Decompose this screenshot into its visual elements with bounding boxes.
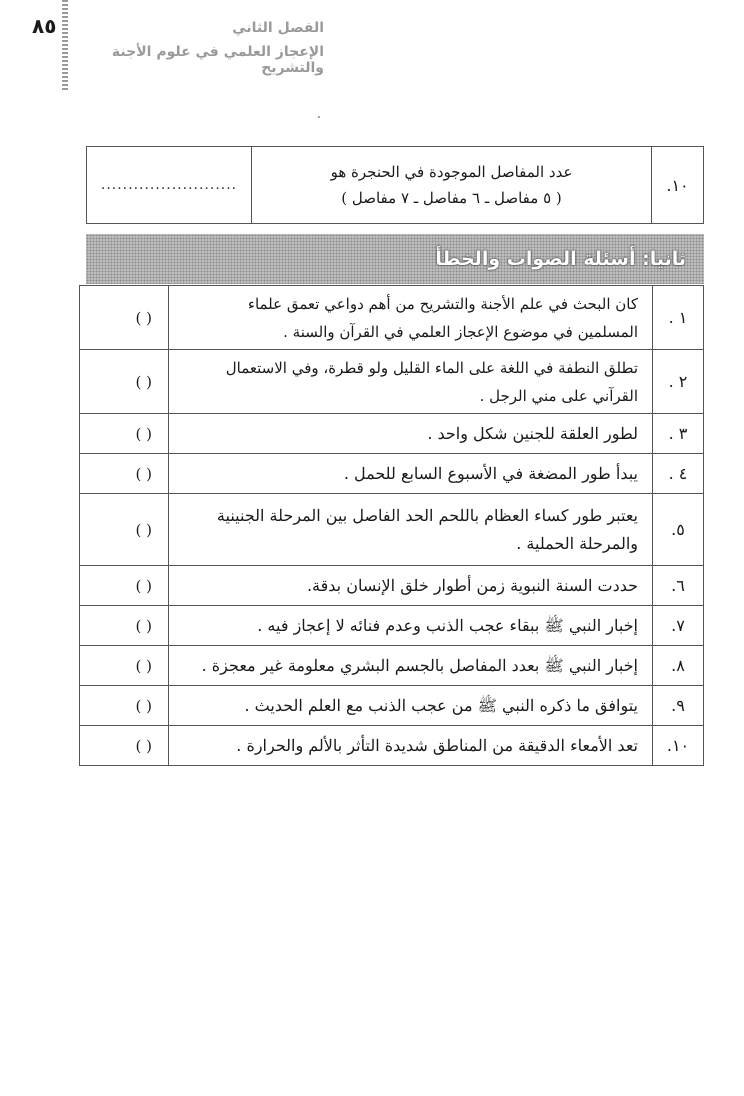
answer-brackets[interactable]: ( ) — [135, 308, 152, 327]
table-row — [80, 454, 704, 494]
answer-mark[interactable] — [80, 494, 169, 566]
table-row — [80, 350, 704, 414]
question-text: يبدأ طور المضغة في الأسبوع السابع للحمل . — [169, 454, 653, 494]
chapter-title: الإعجاز العلمي في علوم الأجنة والتشريح — [111, 44, 324, 76]
mcq-body — [251, 147, 651, 223]
question-number: ١٠. — [653, 726, 704, 766]
answer-brackets[interactable]: ( ) — [135, 464, 152, 483]
table-row — [80, 606, 704, 646]
page-number: ٨٥ — [32, 14, 57, 38]
question-text: تعد الأمعاء الدقيقة من المناطق شديدة التأثر بالألم والحرارة . — [169, 726, 653, 766]
question-number: ٧. — [653, 606, 704, 646]
section-title: ثانيا: أسئلة الصواب والخطأ — [435, 248, 686, 270]
answer-brackets[interactable]: ( ) — [135, 736, 152, 755]
answer-brackets[interactable]: ( ) — [135, 576, 152, 595]
question-number: ١ . — [653, 286, 704, 350]
mcq-answer-blank[interactable]: ......................... — [100, 177, 238, 193]
table-row — [80, 494, 704, 566]
question-text: يتوافق ما ذكره النبي ﷺ من عجب الذنب مع العلم الحديث . — [169, 686, 653, 726]
stray-dot — [318, 116, 320, 118]
table-row — [80, 646, 704, 686]
answer-brackets[interactable]: ( ) — [135, 372, 152, 391]
table-row — [80, 286, 704, 350]
answer-mark[interactable] — [80, 606, 169, 646]
table-row — [80, 566, 704, 606]
mcq-text: عدد المفاصل الموجودة في الحنجرة هو — [330, 163, 573, 181]
table-row — [80, 686, 704, 726]
mcq-options: ( ٥ مفاصل ـ ٦ مفاصل ـ ٧ مفاصل ) — [341, 189, 562, 207]
question-text: يعتبر طور كساء العظام باللحم الحد الفاصل بين المرحلة الجنينية والمرحلة الحملية . — [169, 494, 653, 566]
question-number: ٩. — [653, 686, 704, 726]
table-row — [80, 414, 704, 454]
question-text: حددت السنة النبوية زمن أطوار خلق الإنسان بدقة. — [169, 566, 653, 606]
answer-brackets[interactable]: ( ) — [135, 520, 152, 539]
question-number: ٢ . — [653, 350, 704, 414]
question-number: ٨. — [653, 646, 704, 686]
answer-brackets[interactable]: ( ) — [135, 424, 152, 443]
answer-mark[interactable] — [80, 454, 169, 494]
answer-mark[interactable] — [80, 726, 169, 766]
answer-mark[interactable] — [80, 286, 169, 350]
question-number: ٥. — [653, 494, 704, 566]
question-text: إخبار النبي ﷺ بعدد المفاصل بالجسم البشري معلومة غير معجزة . — [169, 646, 653, 686]
question-text: لطور العلقة للجنين شكل واحد . — [169, 414, 653, 454]
question-number: ٣ . — [653, 414, 704, 454]
answer-brackets[interactable]: ( ) — [135, 656, 152, 675]
chapter-label: الفصل الثاني — [232, 20, 324, 36]
answer-mark[interactable] — [80, 566, 169, 606]
question-number: ٤ . — [653, 454, 704, 494]
answer-mark[interactable] — [80, 686, 169, 726]
answer-mark[interactable] — [80, 350, 169, 414]
mcq-number: ١٠. — [651, 147, 703, 223]
answer-brackets[interactable]: ( ) — [135, 616, 152, 635]
question-number: ٦. — [653, 566, 704, 606]
true-false-table — [79, 285, 704, 766]
question-text: كان البحث في علم الأجنة والتشريح من أهم دواعي تعمق علماء المسلمين في موضوع الإعجاز العلمي في القرآن والسنة . — [169, 286, 653, 350]
mcq-question-10 — [86, 146, 704, 224]
question-text: إخبار النبي ﷺ ببقاء عجب الذنب وعدم فنائه لا إعجاز فيه . — [169, 606, 653, 646]
question-text: تطلق النطفة في اللغة على الماء القليل ولو قطرة، وفي الاستعمال القرآني على مني الرجل . — [169, 350, 653, 414]
answer-mark[interactable] — [80, 414, 169, 454]
table-row — [80, 726, 704, 766]
answer-brackets[interactable]: ( ) — [135, 696, 152, 715]
answer-mark[interactable] — [80, 646, 169, 686]
running-header — [64, 20, 324, 76]
section-banner — [86, 234, 704, 284]
